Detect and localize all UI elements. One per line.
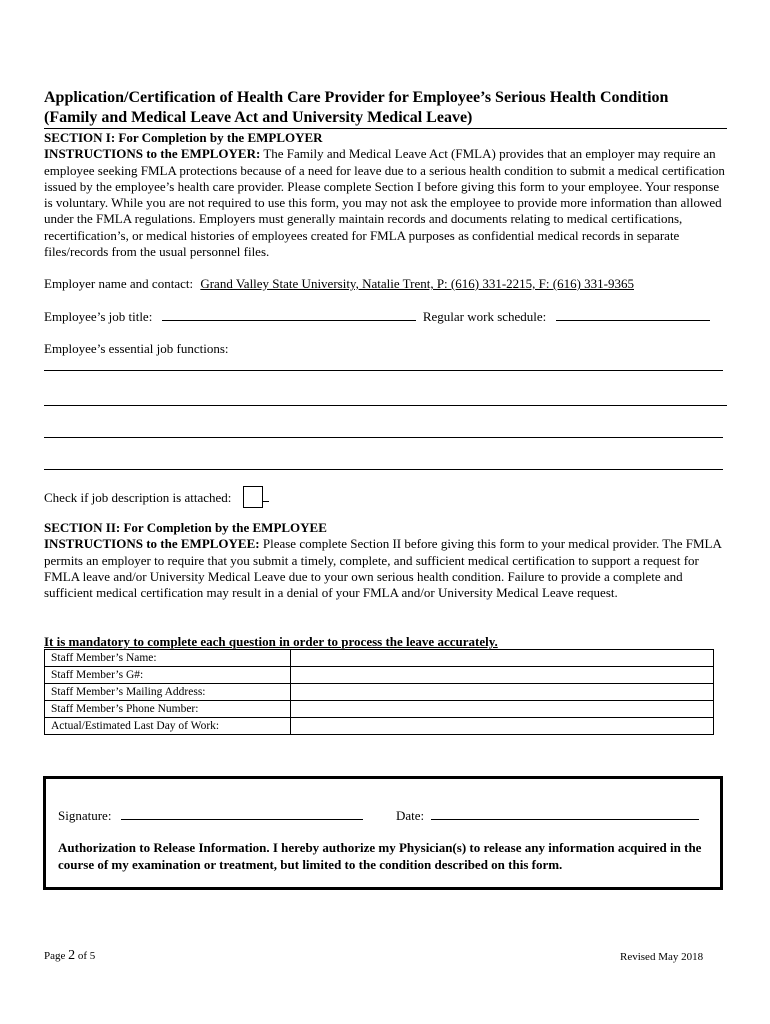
form-title: [44, 88, 734, 128]
staff-info-table: [44, 649, 714, 735]
attached-row: [44, 488, 269, 510]
section2-block: [44, 520, 728, 601]
table-row: [45, 718, 714, 735]
staff-g-number-field[interactable]: [291, 667, 714, 684]
table-row: [45, 650, 714, 667]
staff-g-number-label: Staff Member’s G#:: [45, 667, 291, 684]
employer-row: [44, 276, 634, 292]
signature-field[interactable]: [121, 807, 363, 820]
job-title-field[interactable]: [162, 308, 416, 321]
last-day-label: Actual/Estimated Last Day of Work:: [45, 718, 291, 735]
staff-address-label: Staff Member’s Mailing Address:: [45, 684, 291, 701]
attached-label: Check if job description is attached:: [44, 489, 232, 505]
job-description-checkbox[interactable]: [243, 486, 263, 508]
checkbox-underline: [263, 489, 269, 502]
signature-row: [58, 807, 363, 824]
date-field[interactable]: [431, 807, 699, 820]
date-label: Date:: [396, 808, 425, 823]
page-prefix: Page: [44, 950, 66, 962]
staff-address-field[interactable]: [291, 684, 714, 701]
section2-instructions-label: INSTRUCTIONS to the EMPLOYEE:: [44, 536, 260, 552]
section2-instructions-text: Please complete Section II before giving this form to your medical provider. The FMLA permits an employer to require that you submit a timely, complete, and sufficient medical certification to support a request for FMLA leave and/or University Medical Leave due to your own serious health condition. Failure to provide a complete and sufficient medical certification may result in a denial of your FMLA and/or University Medical Leave request.: [44, 536, 722, 601]
staff-phone-label: Staff Member’s Phone Number:: [45, 701, 291, 718]
functions-line-1[interactable]: [44, 370, 723, 371]
authorization-text: Authorization to Release Information. I hereby authorize my Physician(s) to release any information acquired in the course of my examination or treatment, but limited to the condition described on this form.: [58, 840, 702, 872]
title-divider: [44, 128, 727, 129]
schedule-label: Regular work schedule:: [422, 309, 547, 324]
functions-line-4[interactable]: [44, 469, 723, 470]
functions-line-2[interactable]: [44, 405, 727, 406]
functions-line-3[interactable]: [44, 437, 723, 438]
section1-block: [44, 130, 728, 260]
table-row: [45, 667, 714, 684]
functions-row: [44, 341, 229, 357]
form-title-line1: Application/Certification of Health Care Provider for Employee’s Serious Health Condition: [44, 89, 669, 106]
table-row: [45, 684, 714, 701]
section1-heading: SECTION I: For Completion by the EMPLOYER: [44, 130, 323, 145]
page-indicator: [44, 948, 95, 964]
job-title-row: [44, 308, 710, 325]
revised-date: Revised May 2018: [620, 951, 704, 963]
staff-name-label: Staff Member’s Name:: [45, 650, 291, 667]
section2-heading: SECTION II: For Completion by the EMPLOYEE: [44, 520, 327, 535]
signature-label: Signature:: [58, 808, 112, 823]
employer-label: Employer name and contact:: [44, 276, 194, 291]
schedule-field[interactable]: [556, 308, 710, 321]
staff-name-field[interactable]: [291, 650, 714, 667]
form-title-line2: (Family and Medical Leave Act and University Medical Leave): [44, 109, 473, 126]
employer-value[interactable]: Grand Valley State University, Natalie Trent, P: (616) 331-2215, F: (616) 331-9365: [200, 276, 634, 291]
page-suffix: of 5: [77, 950, 96, 962]
table-row: [45, 701, 714, 718]
staff-phone-field[interactable]: [291, 701, 714, 718]
signature-box: [43, 776, 723, 890]
page-number: 2: [68, 948, 76, 963]
date-row: [396, 807, 699, 824]
job-title-label: Employee’s job title:: [44, 309, 153, 324]
mandatory-notice: It is mandatory to complete each question in order to process the leave accurately.: [44, 634, 498, 649]
functions-label: Employee’s essential job functions:: [44, 341, 229, 356]
section1-instructions-text: The Family and Medical Leave Act (FMLA) provides that an employer may require an employee seeking FMLA protections because of a need for leave due to a serious health condition to submit a medical certification issued by the employee’s health care provider. Please complete Section I before giving this form to your employee. Your response is voluntary. While you are not required to use this form, you may not ask the employee to provide more information than allowed under the FMLA regulations. Employers must generally maintain records and documents relating to medical certifications, recertification’s, or medical histories of employees created for FMLA purposes as confidential medical records in separate files/records from the usual personnel files.: [44, 146, 725, 260]
last-day-field[interactable]: [291, 718, 714, 735]
section1-instructions-label: INSTRUCTIONS to the EMPLOYER:: [44, 146, 261, 162]
